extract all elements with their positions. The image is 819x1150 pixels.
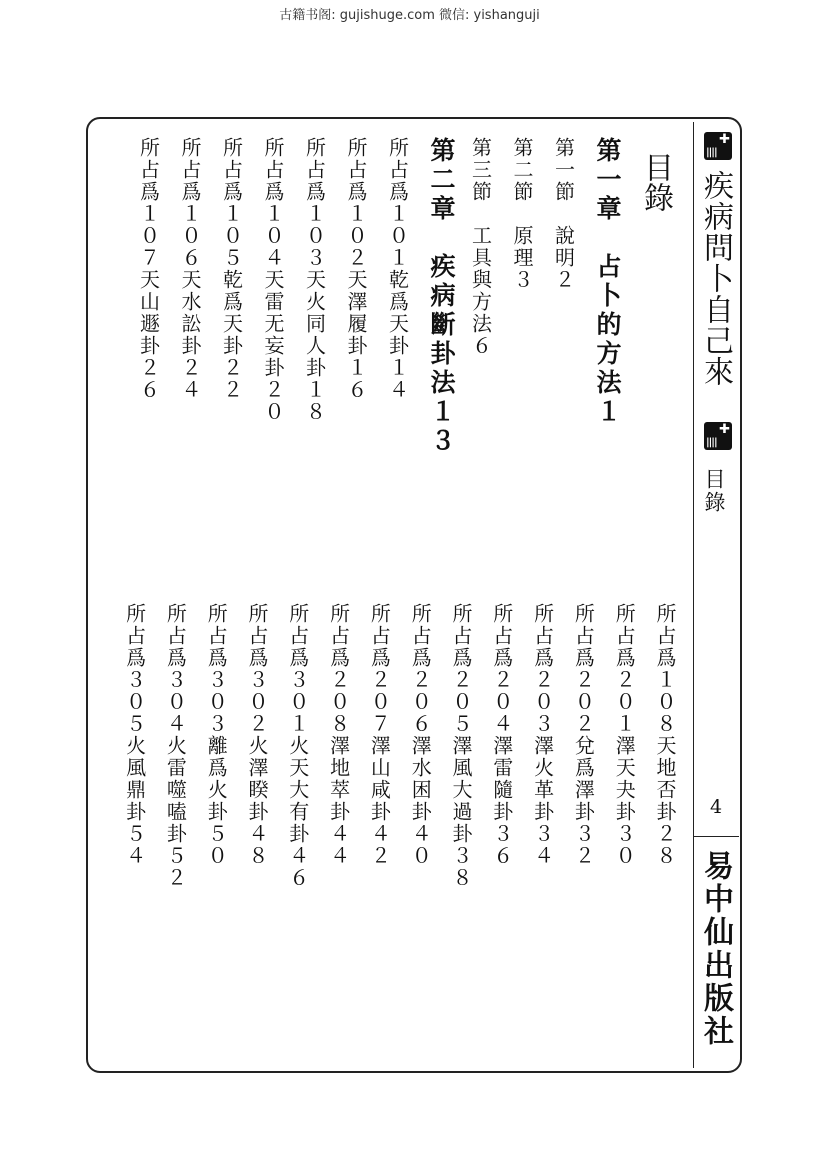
toc-entry: 所占爲３０４火雷噬嗑卦５２ [163, 603, 188, 889]
toc-entry: 所占爲２０１澤天夬卦３０ [612, 603, 637, 867]
band-divider [693, 836, 739, 837]
logo-icon [704, 132, 732, 160]
toc-entry: 所占爲２０３澤火革卦３４ [530, 603, 555, 867]
toc-entry: 所占爲２０７澤山咸卦４２ [367, 603, 392, 867]
toc-entry: 所占爲２０６澤水困卦４０ [408, 603, 433, 867]
toc-entry: 所占爲３０１火天大有卦４６ [285, 603, 310, 889]
toc-entry: 所占爲１０８天地否卦２８ [653, 603, 677, 867]
toc-entry: 所占爲２０４澤雷隨卦３６ [489, 603, 514, 867]
toc-entry: 所占爲１０３天火同人卦１８ [302, 137, 327, 423]
toc-entry: 所占爲２０２兌爲澤卦３２ [571, 603, 596, 867]
toc-chapter: 第一章 占卜的方法１ [593, 137, 622, 427]
toc-entry: 所占爲２０８澤地萃卦４４ [326, 603, 351, 867]
publisher-name: 易中仙出版社 [698, 850, 733, 1048]
book-title: 疾病問卜自己來 [698, 170, 733, 387]
toc-entry: 所占爲１０４天雷无妄卦２０ [261, 137, 285, 423]
toc-entry: 所占爲２０５澤風大過卦３８ [449, 603, 473, 889]
toc-entry: 所占爲１０５乾爲天卦２２ [219, 137, 244, 401]
page-number: 4 [709, 796, 723, 818]
toc-entry: 所占爲３０３離爲火卦５０ [204, 603, 229, 867]
toc-entry: 所占爲３０２火澤睽卦４８ [245, 603, 269, 867]
toc-entry: 所占爲１０７天山遯卦２６ [136, 137, 161, 401]
toc-entry: 所占爲３０５火風鼎卦５４ [122, 603, 147, 867]
toc-entry: 所占爲１０２天澤履卦１６ [344, 137, 368, 401]
toc-section: 第二節 原理３ [510, 137, 534, 291]
toc-heading: 目錄 [638, 152, 673, 212]
toc-section: 第三節 工具與方法６ [468, 137, 493, 357]
watermark: 古籍书阁: gujishuge.com 微信: yishanguji [279, 8, 540, 23]
section-label: 目錄 [702, 468, 726, 514]
toc-chapter: 第二章 疾病斷卦法１３ [427, 137, 456, 456]
toc-entry: 所占爲１０６天水訟卦２４ [178, 137, 202, 401]
logo-icon [704, 422, 732, 450]
toc-entry: 所占爲１０１乾爲天卦１４ [385, 137, 410, 401]
toc-section: 第一節 說明２ [551, 137, 576, 291]
